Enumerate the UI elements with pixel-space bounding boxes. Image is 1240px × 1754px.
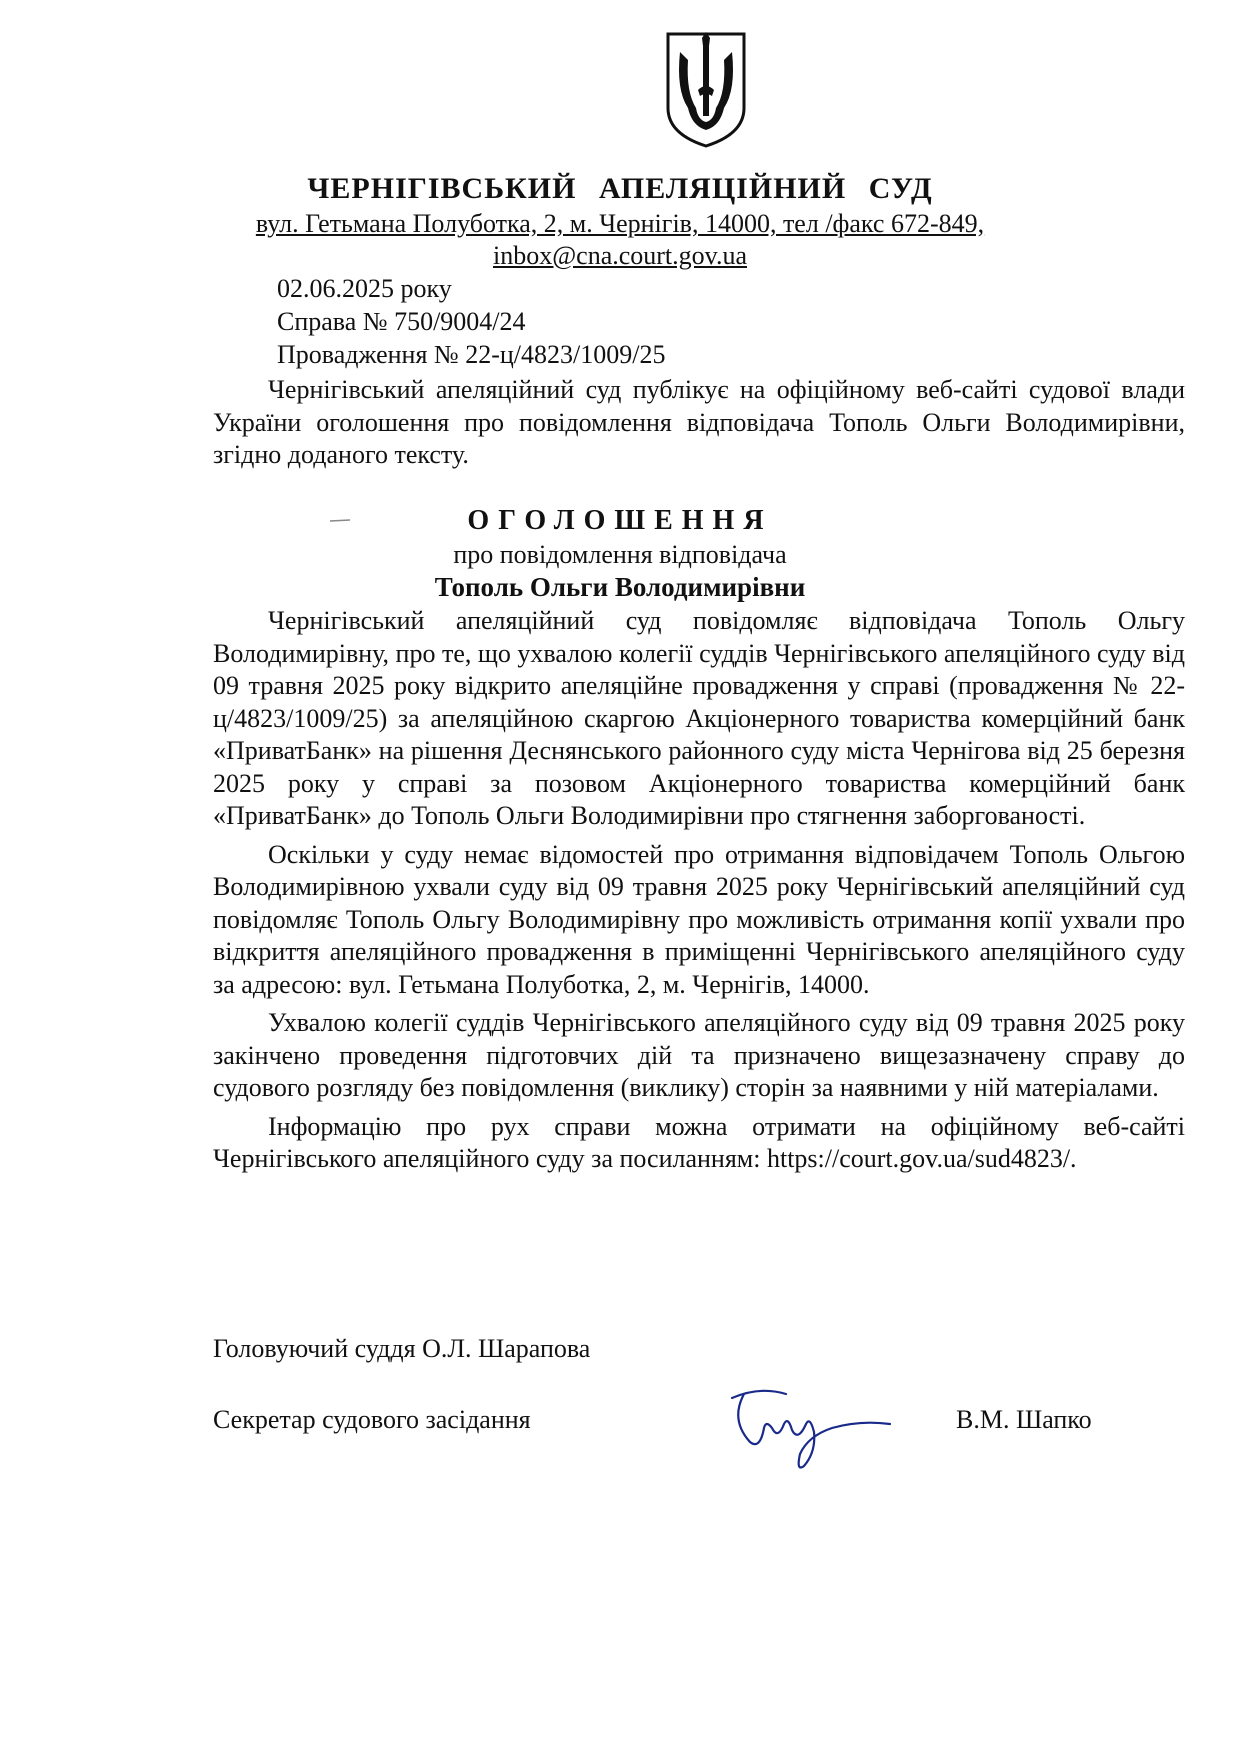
court-email: inbox@cna.court.gov.ua — [492, 241, 748, 270]
handwritten-signature — [720, 1380, 900, 1475]
announcement-respondent-name: Тополь Ольги Володимирівни — [434, 572, 806, 602]
court-address: вул. Гетьмана Полуботка, 2, м. Чернігів, 14000, тел /факс 672-849, — [255, 209, 985, 238]
announcement-body — [213, 605, 1185, 1176]
trident-coat-of-arms-icon — [662, 30, 750, 150]
intro-paragraph — [213, 374, 1185, 472]
announcement-paragraph: Ухвалою колегії суддів Чернігівського апеляційного суду від 09 травня 2025 року закінчено проведення підготовчих дій та призначено вищезазначену справу до судового розгляду без повідомлення (виклику) сторін за наявними у ній матеріалами. — [213, 1008, 1185, 1102]
announcement-subtitle: про повідомлення відповідача — [453, 540, 787, 569]
proceeding-number: Провадження № 22-ц/4823/1009/25 — [277, 340, 666, 369]
announcement-paragraph: Чернігівський апеляційний суд повідомляє відповідача Тополь Ольгу Володимирівну, про те, що ухвалою колегії суддів Чернігівського апеляційного суду від 09 травня 2025 року відкрито апеляційне провадження у справі (провадження № 22-ц/4823/1009/25) за апеляційною скаргою Акціонерного товариства комерційний банк «ПриватБанк» на рішення Деснянського районного суду міста Чернігова від 25 березня 2025 року у справі за позовом Акціонерного товариства комерційний банк «ПриватБанк» до Тополь Ольги Володимирівни про стягнення заборгованості. — [213, 606, 1185, 830]
announcement-title: ОГОЛОШЕННЯ — [467, 505, 773, 536]
secretary-label: Секретар судового засідання — [213, 1405, 531, 1434]
document-date: 02.06.2025 року — [277, 274, 452, 303]
announcement-paragraph: Інформацію про рух справи можна отримати на офіційному веб-сайті Чернігівського апеляційного суду за посиланням: https://court.gov.ua/sud4823/. — [213, 1111, 1185, 1173]
intro-text: Чернігівський апеляційний суд публікує на офіційному веб-сайті судової влади України оголошення про повідомлення відповідача Тополь Ольги Володимирівни, згідно доданого тексту. — [213, 375, 1185, 469]
case-number: Справа № 750/9004/24 — [277, 307, 526, 336]
court-name: ЧЕРНІГІВСЬКИЙ АПЕЛЯЦІЙНИЙ СУД — [307, 172, 933, 205]
secretary-name: В.М. Шапко — [956, 1405, 1092, 1434]
announcement-paragraph: Оскільки у суду немає відомостей про отримання відповідачем Тополь Ольгою Володимирівною ухвали суду від 09 травня 2025 року Чернігівський апеляційний суд повідомляє Тополь Ольгу Володимирівну про можливість отримання копії ухвали про відкриття апеляційного провадження в приміщенні Чернігівського апеляційного суду за адресою: вул. Гетьмана Полуботка, 2, м. Чернігів, 14000. — [213, 839, 1185, 999]
presiding-judge: Головуючий суддя О.Л. Шарапова — [213, 1334, 591, 1363]
